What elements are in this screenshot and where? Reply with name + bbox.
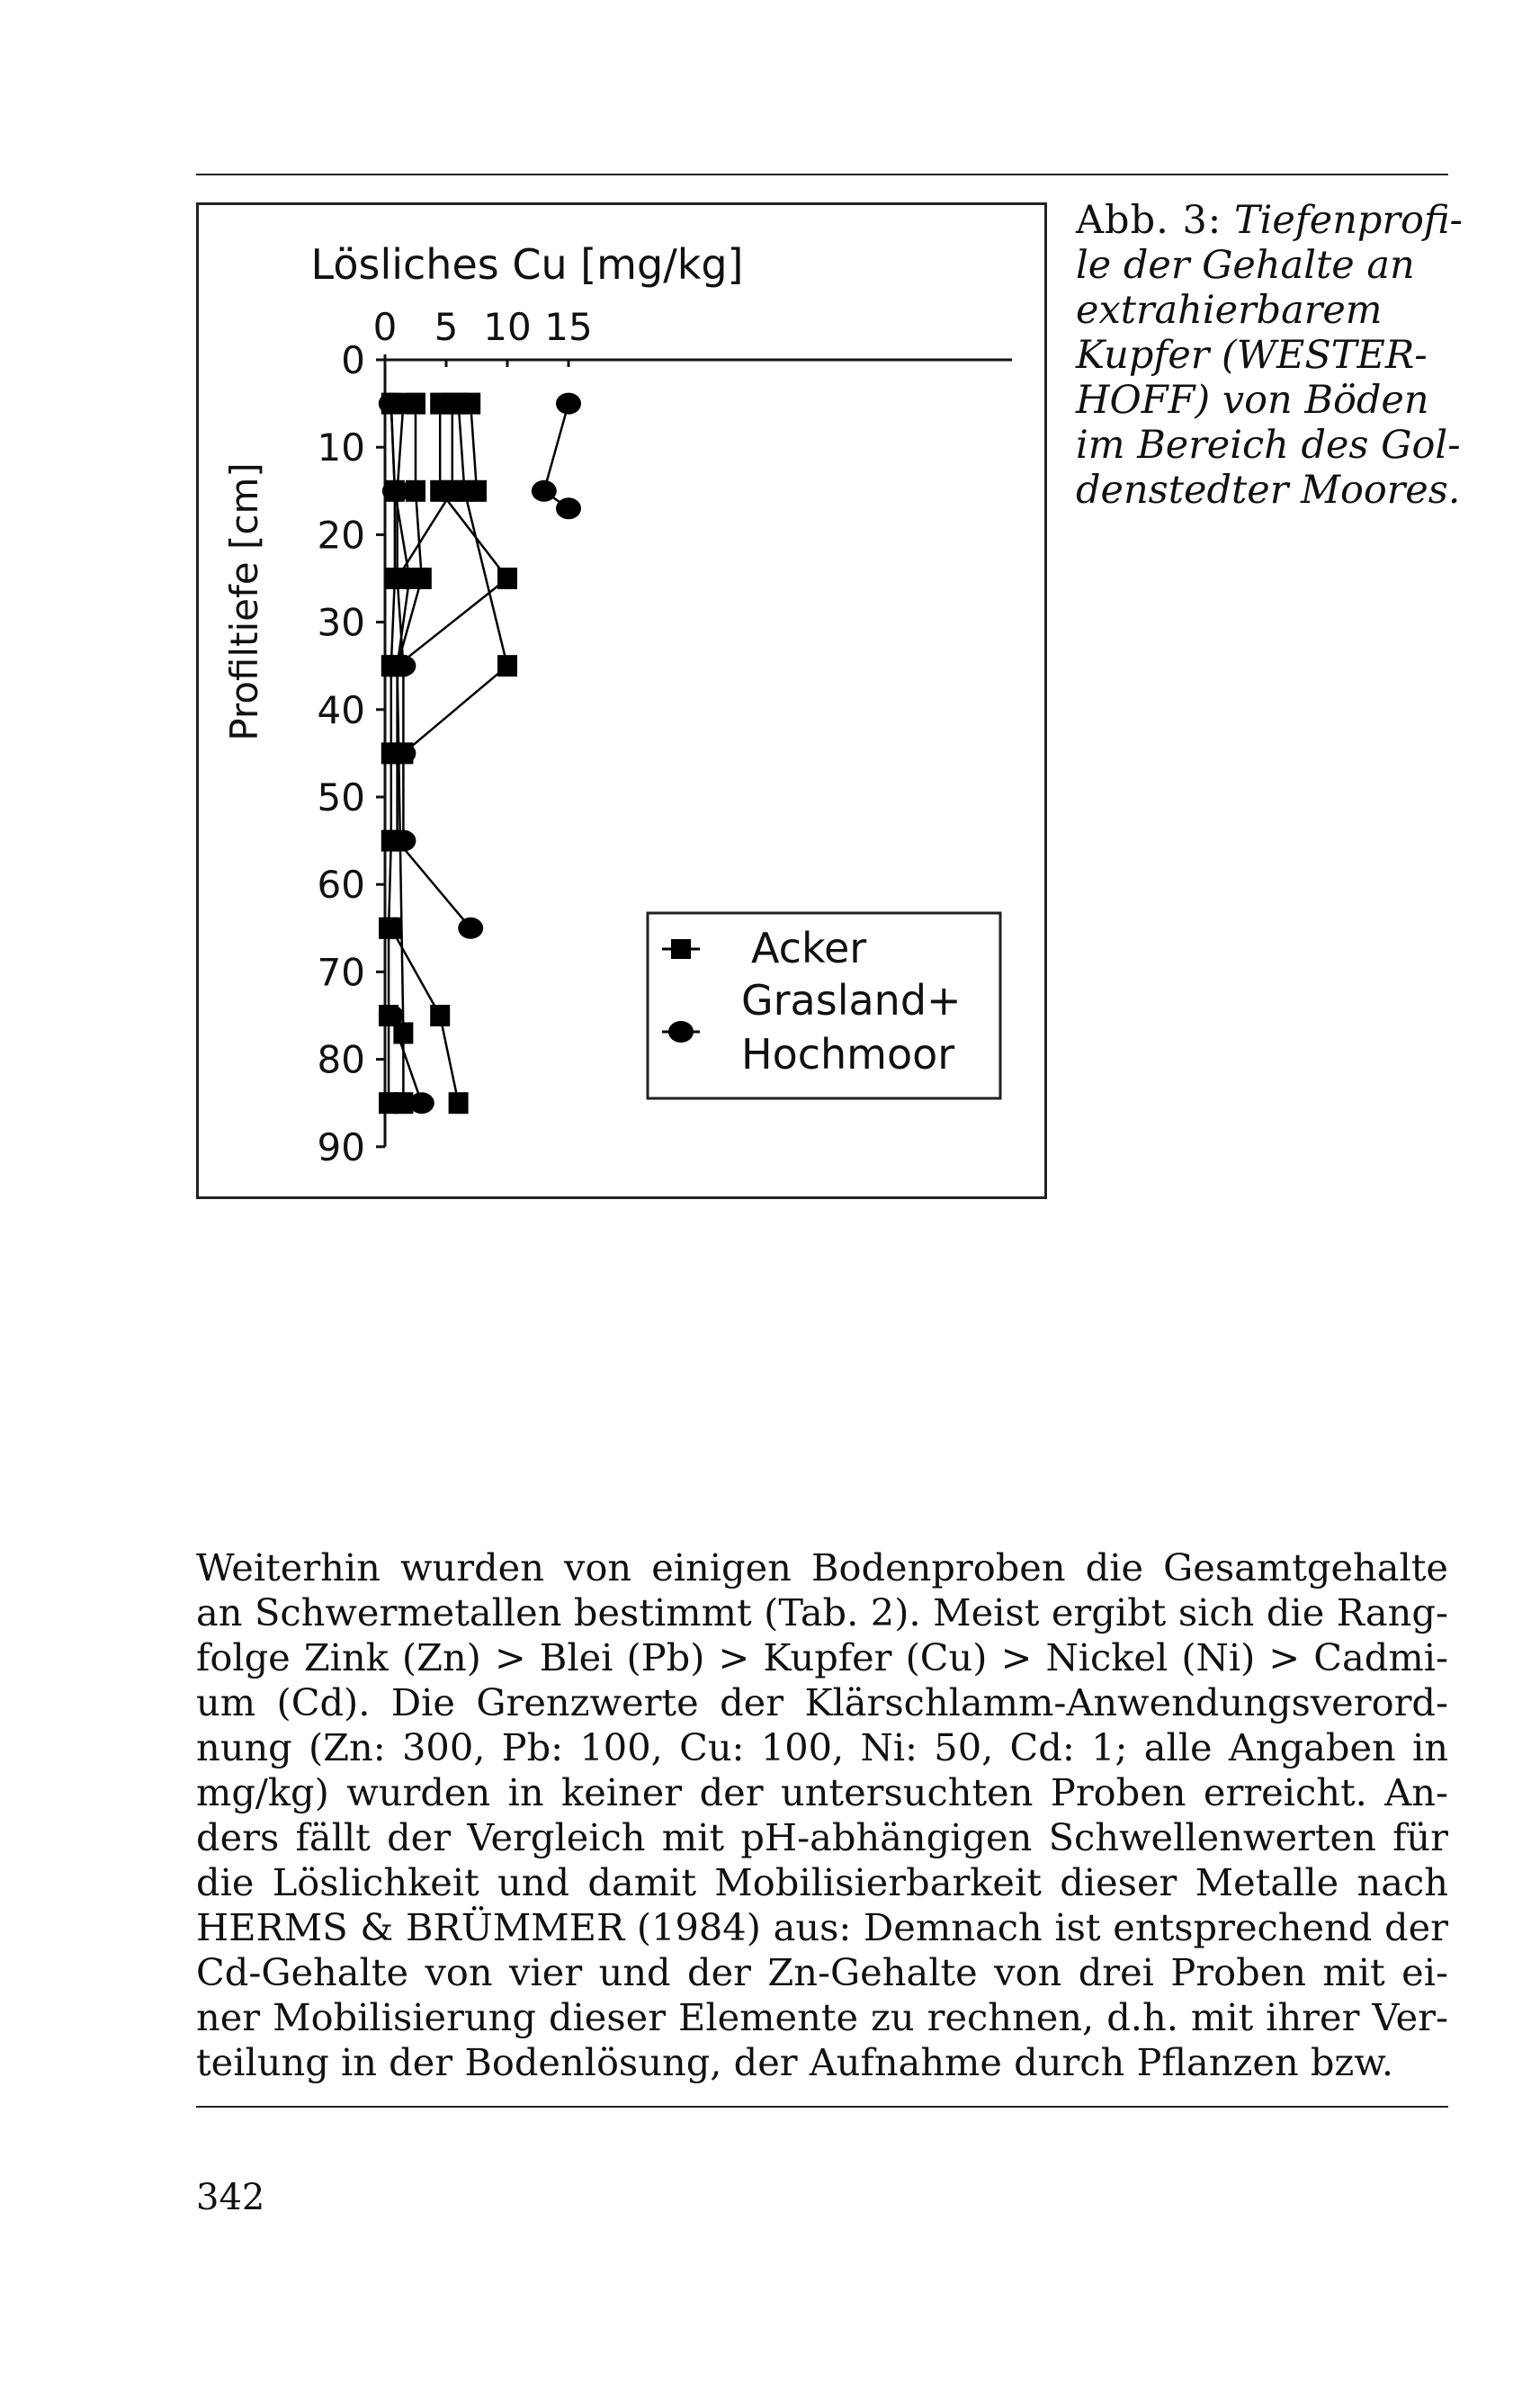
y-tick-label: 90 <box>317 1124 365 1169</box>
grasland-marker <box>390 655 416 676</box>
acker-marker <box>461 393 480 415</box>
grasland-marker <box>390 393 416 415</box>
grasland-marker <box>390 742 416 764</box>
caption-line-6: im Bereich des Gol- <box>1076 423 1461 468</box>
grasland-marker <box>379 1005 404 1026</box>
legend-label-hochmoor: Hochmoor <box>741 1030 955 1079</box>
body-line: ders fällt der Vergleich mit pH-abhängigen Schwellenwerten für <box>196 1815 1448 1859</box>
caption-line-2: le der Gehalte an <box>1076 243 1415 288</box>
y-tick-label: 30 <box>317 600 365 645</box>
x-tick-label: 0 <box>372 305 398 349</box>
body-line: teilung in der Bodenlösung, der Aufnahme durch Pflanzen bzw. <box>196 2040 1394 2084</box>
cu-depth-profile-chart <box>196 202 1047 1199</box>
acker-profile-line <box>470 404 477 491</box>
grasland-marker <box>390 830 416 852</box>
x-tick-label: 5 <box>434 305 459 349</box>
acker-marker <box>381 918 401 939</box>
acker-marker <box>430 1005 450 1026</box>
chart-title: Lösliches Cu [mg/kg] <box>310 240 744 289</box>
caption-label: Abb. 3: <box>1076 198 1222 243</box>
y-tick-label: 50 <box>317 775 365 819</box>
y-tick-label: 0 <box>341 338 365 382</box>
body-line: an Schwermetallen bestimmt (Tab. 2). Meist ergibt sich die Rang- <box>196 1590 1448 1634</box>
body-line: die Löslichkeit und damit Mobilisierbarkeit dieser Metalle nach <box>196 1860 1448 1904</box>
caption-line-4: Kupfer (WESTER- <box>1076 333 1428 378</box>
legend-label-acker: Acker <box>751 924 867 972</box>
body-line: Cd-Gehalte von vier und der Zn-Gehalte von drei Proben mit ei- <box>196 1950 1448 1994</box>
x-tick-label: 15 <box>544 305 593 349</box>
body-line: ner Mobilisierung dieser Elemente zu rechnen, d.h. mit ihrer Ver- <box>196 1995 1448 2039</box>
acker-marker <box>449 1092 469 1114</box>
grasland-marker <box>532 480 557 502</box>
legend-label-grasland: Grasland+ <box>741 976 962 1025</box>
grasland-marker <box>556 393 581 415</box>
caption-text-1: Tiefenprofi- <box>1233 198 1464 243</box>
body-line: mg/kg) wurden in keiner der untersuchten Proben erreicht. An- <box>196 1770 1448 1814</box>
figure-caption <box>1076 198 1463 513</box>
page-number: 342 <box>196 2177 265 2218</box>
grasland-marker <box>458 918 483 939</box>
chart-legend <box>648 913 1000 1098</box>
body-line: Weiterhin wurden von einigen Bodenproben die Gesamtgehalte <box>196 1545 1448 1589</box>
grasland-marker <box>385 480 410 502</box>
chart-y-axis-label: Profiltiefe [cm] <box>222 462 266 741</box>
y-tick-label: 70 <box>317 950 365 995</box>
y-tick-label: 10 <box>317 425 365 470</box>
grasland-marker <box>409 1092 434 1114</box>
x-tick-label: 10 <box>483 305 532 349</box>
y-tick-label: 80 <box>317 1037 365 1082</box>
caption-line-1 <box>1076 198 1463 243</box>
acker-marker <box>467 480 487 502</box>
acker-marker <box>393 1022 413 1043</box>
body-line: nung (Zn: 300, Pb: 100, Cu: 100, Ni: 50, Cd: 1; alle Angaben in <box>196 1725 1448 1769</box>
y-tick-label: 20 <box>317 513 365 558</box>
caption-line-5: HOFF) von Böden <box>1076 378 1429 423</box>
body-line: folge Zink (Zn) > Blei (Pb) > Kupfer (Cu) > Nickel (Ni) > Cadmi- <box>196 1635 1448 1679</box>
body-line: HERMS & BRÜMMER (1984) aus: Demnach ist entsprechend der <box>196 1905 1448 1949</box>
acker-marker <box>497 568 517 589</box>
y-tick-label: 40 <box>317 687 365 732</box>
body-paragraph <box>196 1545 1448 2085</box>
caption-line-7: denstedter Moores. <box>1076 468 1461 513</box>
grasland-marker <box>556 497 581 519</box>
legend-marker-acker <box>671 939 691 959</box>
top-rule <box>196 174 1448 175</box>
legend-marker-grasland <box>668 1021 694 1043</box>
acker-marker <box>497 655 517 676</box>
y-tick-label: 60 <box>317 863 365 908</box>
body-line: um (Cd). Die Grenzwerte der Klärschlamm-Anwendungsverord- <box>196 1680 1448 1724</box>
grasland-marker <box>385 568 410 589</box>
caption-line-3: extrahierbarem <box>1076 288 1383 333</box>
bottom-rule <box>196 2106 1448 2108</box>
